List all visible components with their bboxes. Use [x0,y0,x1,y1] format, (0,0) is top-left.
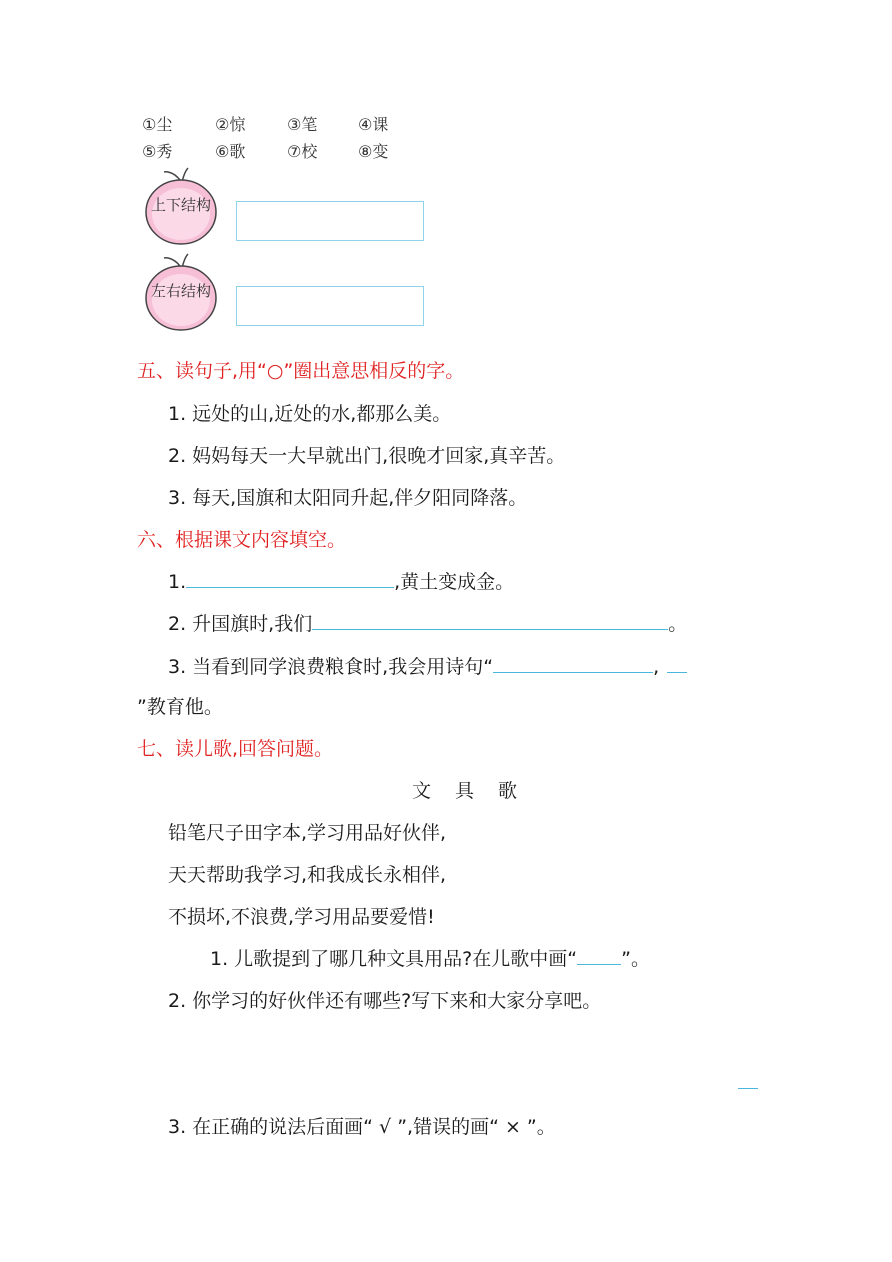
section7-q3: 3. 在正确的说法后面画“ √ ”,错误的画“ × ”。 [168,1116,556,1138]
section5-item-3: 3. 每天,国旗和太阳同升起,伴夕阳同降落。 [168,487,528,509]
section7-q2: 2. 你学习的好伙伴还有哪些?写下来和大家分享吧。 [168,990,602,1012]
option-7: ⑦校 [287,142,318,161]
poem-line-2: 天天帮助我学习,和我成长永相伴, [168,864,447,886]
q2-suffix: 。 [668,613,688,635]
q3-blank-1[interactable] [493,653,653,673]
section6-q3-end: ”教育他。 [137,696,223,718]
section7-title: 七、读儿歌,回答问题。 [137,738,334,760]
option-2: ②惊 [215,115,246,134]
s7-q1-suffix: ”。 [621,948,650,970]
q2-blank[interactable] [312,610,668,630]
apple-structure-top-bottom [142,166,220,246]
q2-prefix: 2. 升国旗时,我们 [168,613,313,635]
q1-suffix: ,黄土变成金。 [394,571,515,593]
option-6: ⑥歌 [215,142,246,161]
section6-q3 [168,652,687,679]
s7-q1-prefix: 1. 儿歌提到了哪几种文具用品?在儿歌中画“ [210,948,578,970]
section6-q2 [168,609,687,636]
poem-line-3: 不损坏,不浪费,学习用品要爱惜! [168,906,435,928]
section6-title: 六、根据课文内容填空。 [137,529,347,551]
section5-title: 五、读句子,用“○”圈出意思相反的字。 [137,360,465,382]
s7-q2-answer-line[interactable] [738,1088,758,1089]
answer-box-top-bottom[interactable] [236,201,424,241]
section7-q1 [210,944,650,971]
option-5: ⑤秀 [142,142,173,161]
structure-label-left-right: 左右结构 [150,282,211,300]
poem-title: 文具歌 [412,780,542,802]
q3-comma: , [653,656,660,678]
option-3: ③笔 [287,115,318,134]
q1-blank[interactable] [186,568,394,588]
answer-box-left-right[interactable] [236,286,424,326]
q3-prefix: 3. 当看到同学浪费粮食时,我会用诗句“ [168,656,494,678]
structure-label-top-bottom: 上下结构 [150,196,211,214]
s7-q1-blank[interactable] [577,945,621,965]
option-1: ①尘 [142,115,173,134]
q1-number: 1. [168,571,187,593]
section5-item-1: 1. 远处的山,近处的水,都那么美。 [168,403,452,425]
apple-structure-left-right [142,252,220,332]
q3-blank-2[interactable] [667,653,687,673]
option-4: ④课 [358,115,389,134]
section5-item-2: 2. 妈妈每天一大早就出门,很晚才回家,真辛苦。 [168,445,566,467]
option-8: ⑧变 [358,142,389,161]
poem-line-1: 铅笔尺子田字本,学习用品好伙伴, [168,822,447,844]
section6-q1 [168,567,514,594]
